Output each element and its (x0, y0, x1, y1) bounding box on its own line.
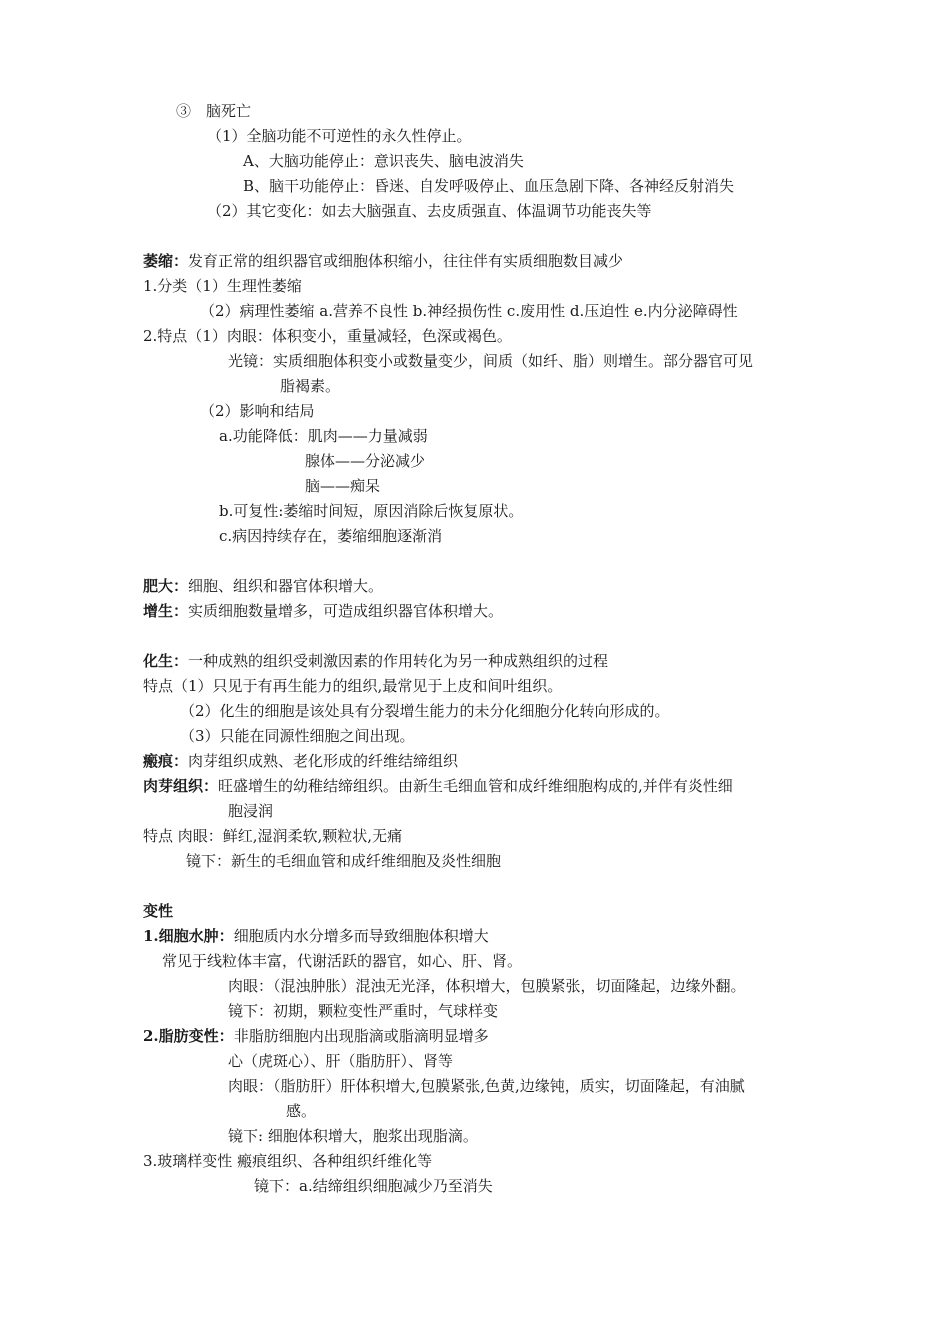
metaplasia-feature-1: 特点（1）只见于有再生能力的组织,最常见于上皮和间叶组织。 (143, 677, 563, 695)
atrophy-classification-2: （2）病理性萎缩 a.营养不良性 b.神经损伤性 c.废用性 d.压迫性 e.内分泌障碍性 (200, 302, 738, 320)
cellular-swelling-gross: 肉眼：（混浊肿胀）混浊无光泽，体积增大，包膜紧张，切面隆起，边缘外翻。 (228, 977, 746, 995)
atrophy-function-2: 腺体——分泌减少 (305, 452, 426, 470)
degeneration-heading: 变性 (143, 902, 174, 920)
atrophy-classification-1: 1.分类（1）生理性萎缩 (143, 277, 302, 295)
atrophy-definition: 萎缩：发育正常的组织器官或细胞体积缩小，往往伴有实质细胞数目减少 (143, 252, 624, 270)
atrophy-persistent: c.病因持续存在，萎缩细胞逐渐消 (219, 527, 443, 545)
cellular-swelling-common: 常见于线粒体丰富，代谢活跃的器官，如心、肝、肾。 (162, 952, 523, 970)
fatty-change-organs: 心（虎斑心）、肝（脂肪肝）、肾等 (228, 1052, 454, 1070)
cellular-swelling-definition: 1.细胞水肿：细胞质内水分增多而导致细胞体积增大 (143, 927, 489, 945)
hyperplasia-definition: 增生：实质细胞数量增多，可造成组织器官体积增大。 (143, 602, 504, 620)
fatty-change-gross: 肉眼：（脂肪肝）肝体积增大,包膜紧张,色黄,边缘钝，质实，切面隆起，有油腻 (228, 1077, 745, 1095)
metaplasia-definition: 化生：一种成熟的组织受刺激因素的作用转化为另一种成熟组织的过程 (143, 652, 609, 670)
hyperplasia-term: 增生： (143, 602, 189, 620)
granulation-feature-micro: 镜下：新生的毛细血管和成纤维细胞及炎性细胞 (186, 852, 502, 870)
metaplasia-feature-3: （3）只能在同源性细胞之间出现。 (180, 727, 415, 745)
atrophy-feature-micro-cont: 脂褐素。 (280, 377, 341, 395)
fatty-change-gross-cont: 感。 (286, 1102, 317, 1120)
atrophy-term: 萎缩： (143, 252, 189, 270)
hypertrophy-definition: 肥大：细胞、组织和器官体积增大。 (143, 577, 384, 595)
granulation-term: 肉芽组织： (143, 777, 219, 795)
brain-death-item-1: （1）全脑功能不可逆性的永久性停止。 (207, 127, 472, 145)
granulation-definition: 肉芽组织：旺盛增生的幼稚结缔组织。由新生毛细血管和成纤维细胞构成的,并伴有炎性细 (143, 777, 733, 795)
fatty-change-micro: 镜下: 细胞体积增大，胞浆出现脂滴。 (228, 1127, 478, 1145)
hyaline-change-micro: 镜下：a.结缔组织细胞减少乃至消失 (254, 1177, 493, 1195)
hyaline-change-definition: 3.玻璃样变性 瘢痕组织、各种组织纤维化等 (143, 1152, 433, 1170)
atrophy-feature-micro: 光镜：实质细胞体积变小或数量变少，间质（如纤、脂）则增生。部分器官可见 (228, 352, 754, 370)
metaplasia-term: 化生： (143, 652, 189, 670)
atrophy-function-1: a.功能降低：肌肉——力量减弱 (219, 427, 428, 445)
hypertrophy-term: 肥大： (143, 577, 189, 595)
cellular-swelling-micro: 镜下：初期，颗粒变性严重时，气球样变 (228, 1002, 499, 1020)
metaplasia-feature-2: （2）化生的细胞是该处具有分裂增生能力的未分化细胞分化转向形成的。 (180, 702, 670, 720)
fatty-change-definition: 2.脂肪变性：非脂肪细胞内出现脂滴或脂滴明显增多 (143, 1027, 489, 1045)
brain-death-item-2: （2）其它变化：如去大脑强直、去皮质强直、体温调节功能丧失等 (207, 202, 652, 220)
atrophy-function-3: 脑——痴呆 (305, 477, 381, 495)
atrophy-reversible: b.可复性:萎缩时间短，原因消除后恢复原状。 (219, 502, 524, 520)
granulation-definition-cont: 胞浸润 (228, 802, 274, 820)
brain-death-item-1b: B、脑干功能停止：昏迷、自发呼吸停止、血压急剧下降、各神经反射消失 (243, 177, 735, 195)
scar-term: 瘢痕： (143, 752, 189, 770)
granulation-feature-gross: 特点 肉眼：鲜红,湿润柔软,颗粒状,无痛 (143, 827, 403, 845)
scar-definition: 瘢痕：肉芽组织成熟、老化形成的纤维结缔组织 (143, 752, 459, 770)
atrophy-feature-gross: 2.特点（1）肉眼：体积变小，重量减轻，色深或褐色。 (143, 327, 512, 345)
brain-death-item-1a: A、大脑功能停止：意识丧失、脑电波消失 (243, 152, 524, 170)
cellular-swelling-term: 细胞水肿： (158, 927, 234, 945)
brain-death-heading: ③ 脑死亡 (176, 102, 252, 120)
fatty-change-term: 脂肪变性： (158, 1027, 234, 1045)
atrophy-impact: （2）影响和结局 (200, 402, 315, 420)
